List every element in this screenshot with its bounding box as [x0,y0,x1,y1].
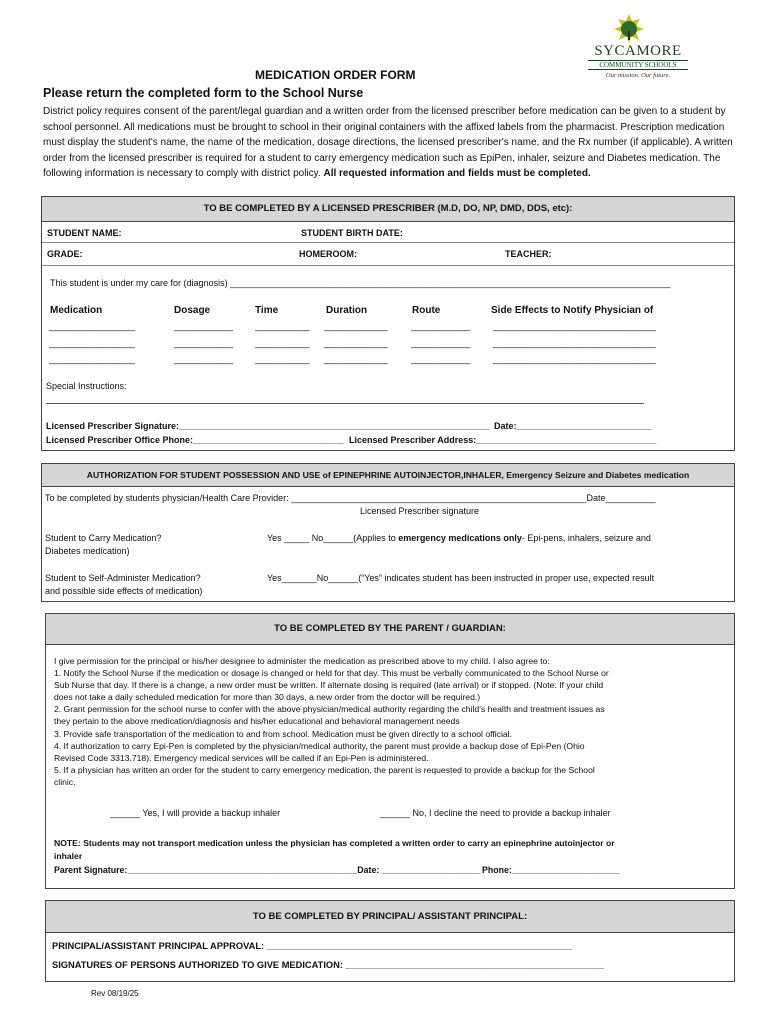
parent-terms-line: Sub Nurse that day. If there is a change, a new order must be written. If alternate dosing is required (late arrival) or if stopped. (Note: If your child [54,680,604,691]
med-row-2-side-effects[interactable]: ____________________________________ [493,338,656,348]
med-row-1-dosage[interactable]: _____________ [174,321,233,331]
self-administer-question: Student to Self-Administer Medication? [45,573,201,583]
parent-heading: TO BE COMPLETED BY THE PARENT / GUARDIAN: [46,614,734,645]
special-instructions-label: Special Instructions: [46,381,127,391]
self-administer-question-cont: and possible side effects of medication) [45,586,203,596]
tree-leaf-icon [614,14,644,44]
principal-heading: TO BE COMPLETED BY PRINCIPAL/ ASSISTANT PRINCIPAL: [46,901,734,933]
parent-terms-line: they pertain to the above medication/diagnosis and his/her educational and behavioral management needs [54,716,460,727]
med-row-2-time[interactable]: ____________ [255,338,310,348]
carry-medication-question: Student to Carry Medication? [45,533,162,543]
parent-terms-line: Revised Code 3313.718). Emergency medical services will be called if an Epi-Pen is administered. [54,752,429,763]
med-row-3-dosage[interactable]: _____________ [174,354,233,364]
parent-terms-line: 5. If a physician has written an order for the student to carry emergency medication, the parent is requested to provide a backup for the School [54,764,595,775]
med-row-3-duration[interactable]: ______________ [324,354,388,364]
prescriber-date-field[interactable]: Date:___________________________ [494,421,652,431]
med-row-1-duration[interactable]: ______________ [324,321,388,331]
med-row-2-duration[interactable]: ______________ [324,338,388,348]
teacher-label[interactable]: TEACHER: [505,249,552,259]
col-route: Route [412,305,441,316]
row-divider [42,265,734,266]
backup-inhaler-no[interactable]: ______ No, I decline the need to provide a backup inhaler [380,808,611,818]
med-row-1-time[interactable]: ____________ [255,321,310,331]
provider-signature-caption: Licensed Prescriber signature [360,506,480,516]
parent-terms-line: 2. Grant permission for the school nurse to confer with the above physician/medical authority regarding the child’s health and treatment issues as [54,704,605,715]
col-time: Time [255,305,279,316]
med-row-3-side-effects[interactable]: ____________________________________ [493,354,656,364]
parent-terms-line: 3. Provide safe transportation of the medication to and from school. Medication must be given directly to a school official. [54,728,512,739]
col-duration: Duration [326,305,368,316]
med-row-2-medication[interactable]: ___________________ [49,338,135,348]
prescriber-section [41,196,735,451]
col-side-effects: Side Effects to Notify Physician of [491,305,654,316]
prescriber-phone-field[interactable]: Licensed Prescriber Office Phone:______________________________ [46,435,344,445]
col-medication: Medication [50,305,103,316]
parent-terms-line: I give permission for the principal or his/her designee to administer the medication as prescribed above to my child. I also agree to: [54,656,550,666]
carry-medication-answer[interactable] [267,533,651,543]
parent-terms-line: does not take a daily scheduled medication for more than 30 days, a new order from the doctor will be required.) [54,692,481,703]
prescriber-signature-field[interactable]: Licensed Prescriber Signature:______________________________________________________________ [46,421,490,431]
authorized-signatures-field[interactable]: SIGNATURES OF PERSONS AUTHORIZED TO GIVE MEDICATION: __________________________________________________ [52,960,605,970]
med-row-1-side-effects[interactable]: ____________________________________ [493,321,656,331]
transport-note: NOTE: Students may not transport medication unless the physician has completed a written order to carry an epinephrine autoinjector or [54,838,615,848]
intro-paragraph [43,104,743,182]
form-subtitle: Please return the completed form to the School Nurse [43,86,364,100]
logo-subtitle: COMMUNITY SCHOOLS [588,60,688,70]
prescriber-heading: TO BE COMPLETED BY A LICENSED PRESCRIBER (M.D, DO, NP, DMD, DDS, etc): [42,197,734,222]
homeroom-label[interactable]: HOMEROOM: [299,249,357,259]
med-row-2-dosage[interactable]: _____________ [174,338,233,348]
intro-text: District policy requires consent of the parent/legal guardian and a written order from the licensed prescriber before medication can be given to a student by school personnel. All medications must be brought to school in their original containers with the affixed labels from the pharmacist. Prescription medication must display the student's name, the name of the medication, dosage directions, the licensed prescriber's name, and the Rx number (if applicable). A written order from the licensed prescriber is required for a student to carry emergency medication such as EpiPen, inhaler, seizure and Diabetes medication. The following information is necessary to comply with district policy. [43,106,733,179]
transport-note-cont: inhaler [54,851,83,861]
med-row-2-route[interactable]: _____________ [411,338,470,348]
med-row-3-time[interactable]: ____________ [255,354,310,364]
parent-terms [54,655,730,788]
parent-section [45,613,735,889]
carry-note-tail: - Epi-pens, inhalers, seizure and [521,533,651,543]
intro-bold: All requested information and fields must be completed. [323,168,591,179]
parent-terms-line: 4. If authorization to carry Epi-Pen is completed by the physician/medical authority, the parent must provide a backup dose of Epi-Pen (Ohio [54,740,585,751]
authorization-section [41,463,735,602]
emergency-only-note: emergency medications only [398,533,522,543]
sycamore-logo [580,14,690,84]
provider-signature-field[interactable]: To be completed by students physician/Health Care Provider: ___________________________________________________________Date__________ [45,493,656,503]
row-divider [42,242,734,243]
birth-date-label[interactable]: STUDENT BIRTH DATE: [301,228,403,238]
self-administer-answer[interactable]: Yes_______No______(“Yes” indicates student has been instructed in proper use, expected result [267,573,655,583]
prescriber-address-field[interactable]: Licensed Prescriber Address:____________________________________ [349,435,657,445]
special-instructions-line[interactable] [46,403,644,404]
col-dosage: Dosage [174,305,211,316]
med-row-3-route[interactable]: _____________ [411,354,470,364]
authorization-heading: AUTHORIZATION FOR STUDENT POSSESSION AND USE of EPINEPHRINE AUTOINJECTOR,INHALER, Emergency Seizure and Diabetes medication [42,464,734,487]
backup-inhaler-yes[interactable]: ______ Yes, I will provide a backup inhaler [110,808,281,818]
principal-approval-field[interactable]: PRINCIPAL/ASSISTANT PRINCIPAL APPROVAL: ___________________________________________________________ [52,941,572,951]
logo-brand: SYCAMORE [594,43,682,59]
diagnosis-field[interactable]: This student is under my care for (diagnosis) ________________________________________________________________________________________ [50,278,671,288]
med-row-1-route[interactable]: _____________ [411,321,470,331]
grade-label[interactable]: GRADE: [47,249,83,259]
revision-date: Rev 08/19/25 [91,989,139,998]
parent-terms-line: 1. Notify the School Nurse if the medication or dosage is changed or held for that day. This must be verbally communicated to the School Nurse or [54,668,609,679]
parent-terms-line: clinic. [54,776,76,787]
principal-section [45,900,735,982]
carry-yes-no[interactable]: Yes _____ No______(Applies to [267,533,396,543]
carry-medication-question-cont: Diabetes medication) [45,546,130,556]
parent-signature-field[interactable]: Parent Signature:_______________________________________________Date: ____________________ Phone:______________________ [54,865,620,875]
med-row-1-medication[interactable]: ___________________ [49,321,135,331]
logo-tagline: Our mission. Our future. [605,72,671,79]
student-name-label[interactable]: STUDENT NAME: [47,228,122,238]
med-row-3-medication[interactable]: ___________________ [49,354,135,364]
form-title: MEDICATION ORDER FORM [255,68,416,82]
